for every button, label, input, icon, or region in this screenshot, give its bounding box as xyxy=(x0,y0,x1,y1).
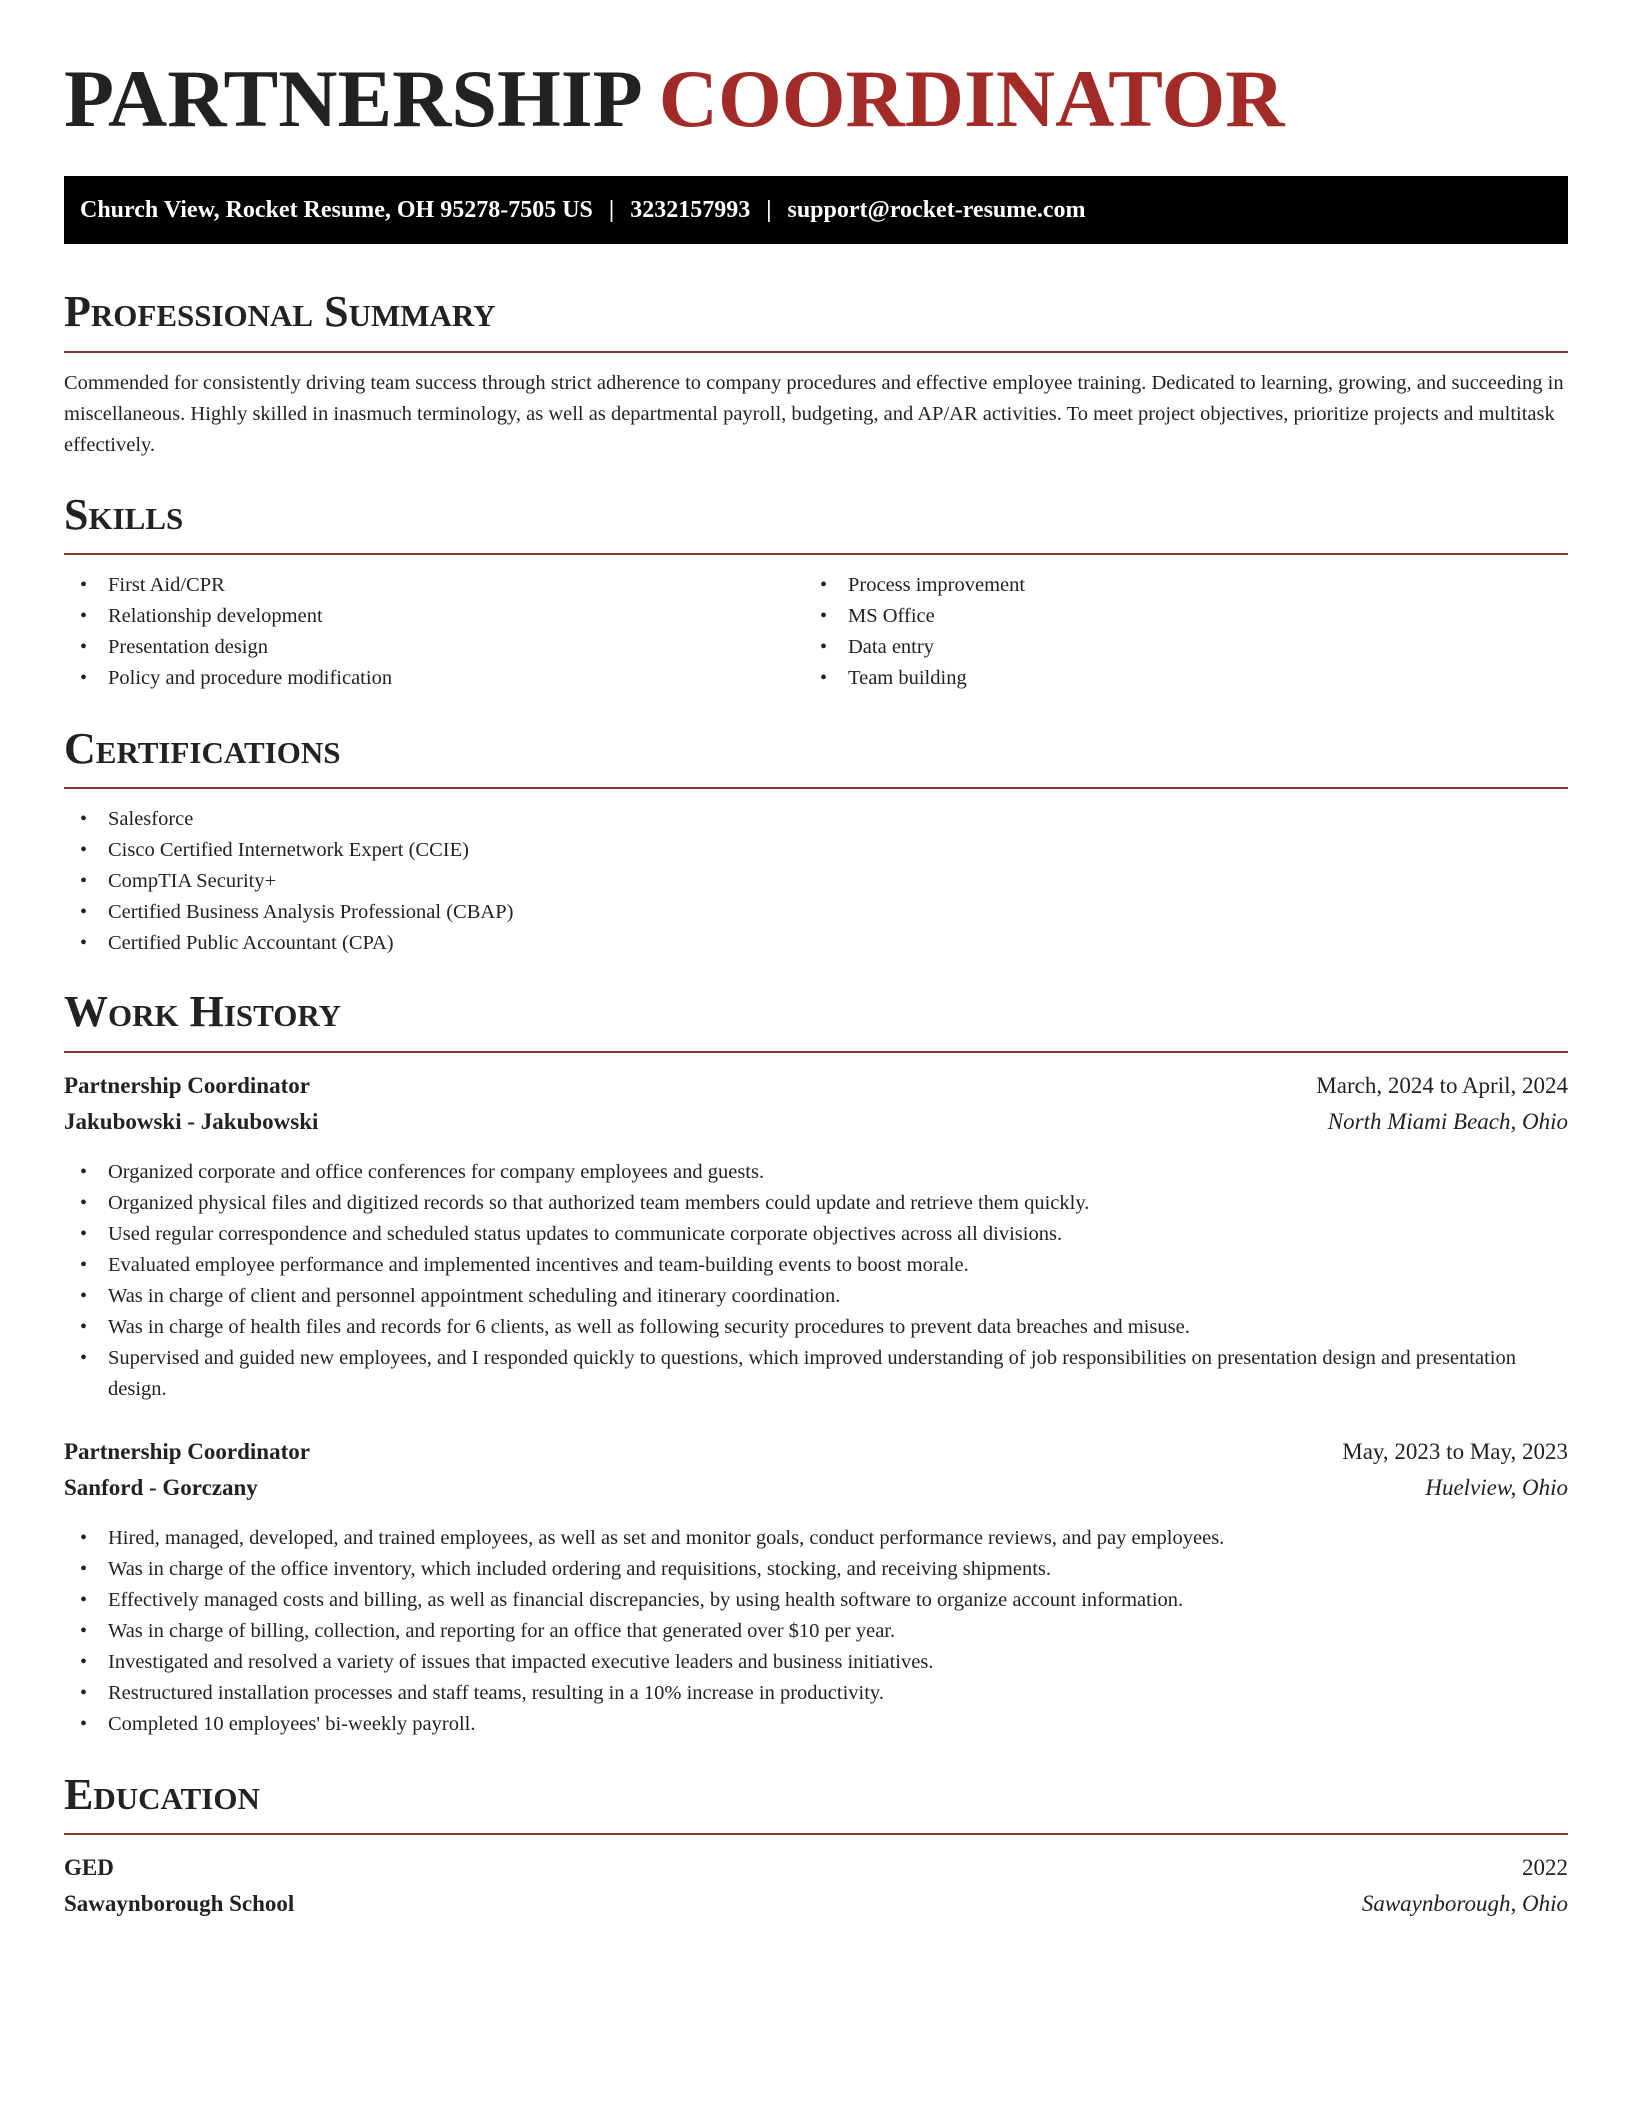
job-bullet: • Used regular correspondence and scheduled status updates to communicate corporate objectives across all divisions. xyxy=(64,1219,1568,1250)
contact-bar xyxy=(64,176,1568,244)
certifications-list xyxy=(64,804,1568,959)
job-bullets xyxy=(64,1157,1568,1405)
contact-separator: | xyxy=(766,196,772,223)
education-school-row xyxy=(64,1891,1568,1917)
job-location: Huelview, Ohio xyxy=(1425,1475,1568,1500)
job-company: Jakubowski - Jakubowski xyxy=(64,1109,319,1134)
education-location: Sawaynborough, Ohio xyxy=(1361,1891,1568,1916)
section-divider xyxy=(64,553,1568,555)
skill-item: • MS Office xyxy=(804,601,1564,632)
skill-item: • Presentation design xyxy=(64,632,804,663)
education-header-row xyxy=(64,1855,1568,1881)
resume-name xyxy=(64,53,1285,144)
section-title-certifications: Certifications xyxy=(64,724,341,773)
skills-list-left xyxy=(64,570,804,694)
job-bullets xyxy=(64,1523,1568,1740)
job-dates: May, 2023 to May, 2023 xyxy=(1342,1439,1568,1464)
job-bullet: • Restructured installation processes and staff teams, resulting in a 10% increase in productivity. xyxy=(64,1678,1568,1709)
job-company-row xyxy=(64,1475,1568,1501)
skill-item: • Policy and procedure modification xyxy=(64,663,804,694)
certification-item: • CompTIA Security+ xyxy=(64,866,1568,897)
section-divider xyxy=(64,351,1568,353)
education-year: 2022 xyxy=(1522,1855,1568,1880)
skill-item: • Process improvement xyxy=(804,570,1564,601)
section-title-skills: Skills xyxy=(64,490,184,539)
skill-item: • Relationship development xyxy=(64,601,804,632)
name-first: PARTNERSHIP xyxy=(64,53,639,144)
job-company: Sanford - Gorczany xyxy=(64,1475,258,1500)
job-bullet: • Was in charge of client and personnel appointment scheduling and itinerary coordination. xyxy=(64,1281,1568,1312)
summary-text: Commended for consistently driving team success through strict adherence to company procedures and effective employee training. Dedicated to learning, growing, and succeeding in miscellaneous. Highly skilled in inasmuch terminology, as well as departmental payroll, budgeting, and AP/AR activities. To meet project objectives, prioritize projects and multitask effectively. xyxy=(64,372,1564,456)
certification-item: • Certified Public Accountant (CPA) xyxy=(64,928,1568,959)
contact-email: support@rocket-resume.com xyxy=(787,196,1086,223)
job-header-row xyxy=(64,1439,1568,1465)
job-title: Partnership Coordinator xyxy=(64,1073,310,1098)
section-title-summary: Professional Summary xyxy=(64,287,496,336)
job-bullet: • Was in charge of billing, collection, and reporting for an office that generated over $10 per year. xyxy=(64,1616,1568,1647)
section-title-education: Education xyxy=(64,1770,260,1819)
certification-item: • Salesforce xyxy=(64,804,1568,835)
skills-list-right xyxy=(804,570,1564,694)
certification-item: • Cisco Certified Internetwork Expert (CCIE) xyxy=(64,835,1568,866)
job-bullet: • Effectively managed costs and billing, as well as financial discrepancies, by using health software to organize account information. xyxy=(64,1585,1568,1616)
job-bullet: • Was in charge of health files and records for 6 clients, as well as following security procedures to prevent data breaches and misuse. xyxy=(64,1312,1568,1343)
certification-item: • Certified Business Analysis Professional (CBAP) xyxy=(64,897,1568,928)
job-location: North Miami Beach, Ohio xyxy=(1327,1109,1568,1134)
job-title: Partnership Coordinator xyxy=(64,1439,310,1464)
skill-item: • Data entry xyxy=(804,632,1564,663)
section-divider xyxy=(64,1833,1568,1835)
job-bullet: • Completed 10 employees' bi-weekly payroll. xyxy=(64,1709,1568,1740)
contact-phone: 3232157993 xyxy=(630,196,751,223)
contact-address: Church View, Rocket Resume, OH 95278-7505 US xyxy=(80,196,593,223)
job-company-row xyxy=(64,1109,1568,1135)
job-bullet: • Was in charge of the office inventory, which included ordering and requisitions, stocking, and receiving shipments. xyxy=(64,1554,1568,1585)
job-bullet: • Supervised and guided new employees, and I responded quickly to questions, which improved understanding of job responsibilities on presentation design and presentation design. xyxy=(64,1343,1568,1405)
job-bullet: • Investigated and resolved a variety of issues that impacted executive leaders and business initiatives. xyxy=(64,1647,1568,1678)
job-bullet: • Organized corporate and office conferences for company employees and guests. xyxy=(64,1157,1568,1188)
job-bullet: • Organized physical files and digitized records so that authorized team members could update and retrieve them quickly. xyxy=(64,1188,1568,1219)
education-school: Sawaynborough School xyxy=(64,1891,295,1916)
job-bullet: • Hired, managed, developed, and trained employees, as well as set and monitor goals, conduct performance reviews, and pay employees. xyxy=(64,1523,1568,1554)
job-header-row xyxy=(64,1073,1568,1099)
section-divider xyxy=(64,1051,1568,1053)
section-title-work-history: Work History xyxy=(64,987,342,1036)
job-dates: March, 2024 to April, 2024 xyxy=(1316,1073,1568,1098)
education-degree: GED xyxy=(64,1855,114,1880)
skill-item: • Team building xyxy=(804,663,1564,694)
contact-separator: | xyxy=(608,196,615,223)
name-last: COORDINATOR xyxy=(658,53,1285,144)
job-bullet: • Evaluated employee performance and implemented incentives and team-building events to boost morale. xyxy=(64,1250,1568,1281)
section-divider xyxy=(64,787,1568,789)
skill-item: • First Aid/CPR xyxy=(64,570,804,601)
